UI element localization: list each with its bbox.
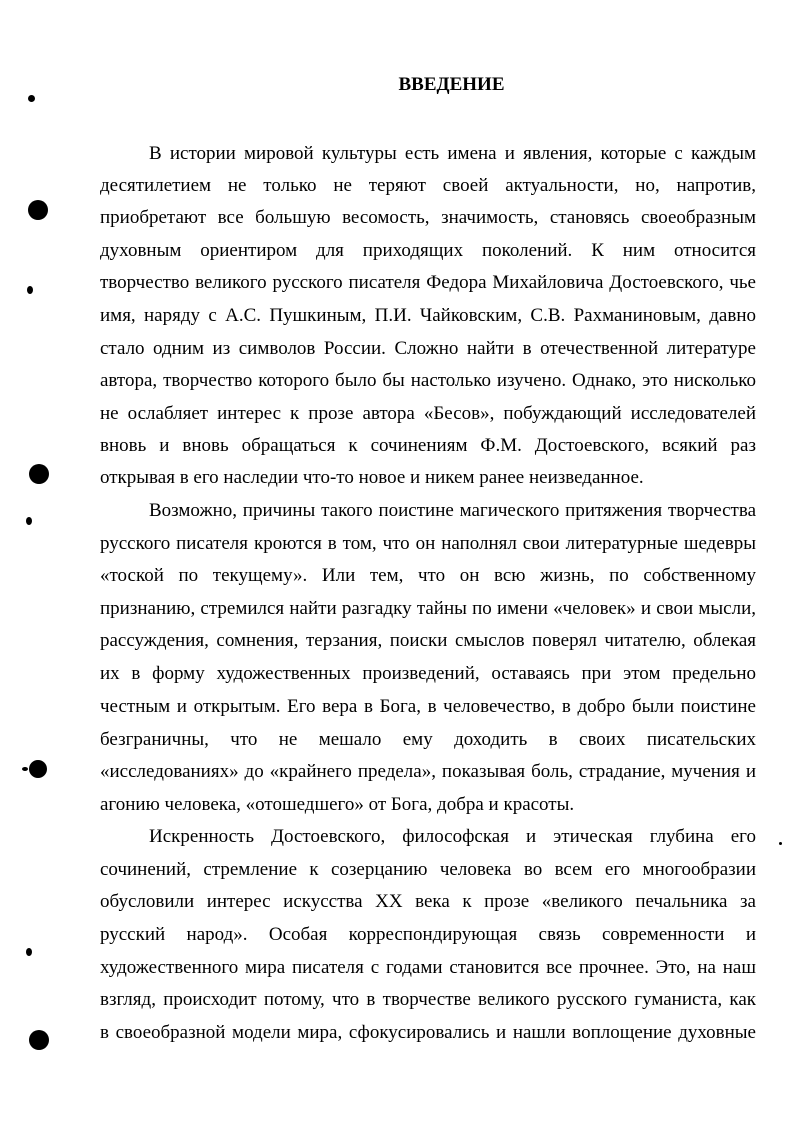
binder-hole (29, 464, 49, 484)
text-line: «тоской по текущему». Или тем, что он всю жизнь, по собственному (100, 565, 756, 586)
binder-speck (26, 517, 32, 525)
binder-speck (26, 948, 32, 956)
binder-hole (29, 1030, 49, 1050)
binder-speck (22, 767, 28, 771)
text-line: имя, наряду с А.С. Пушкиным, П.И. Чайковским, С.В. Рахманиновым, давно (100, 305, 756, 326)
text-line: сочинений, стремление к созерцанию человека во всем его многообразии (100, 859, 756, 880)
text-line: агонию человека, «отошедшего» от Бога, добра и красоты. (100, 794, 575, 815)
text-line: Возможно, причины такого поистине магического притяжения творчества (149, 500, 756, 521)
text-line: честным и открытым. Его вера в Бога, в человечество, в добро были поистине (100, 696, 756, 717)
text-line: рассуждения, сомнения, терзания, поиски смыслов поверял читателю, облекая (100, 630, 756, 651)
binder-hole (29, 760, 47, 778)
text-line: духовным ориентиром для приходящих поколений. К ним относится (100, 240, 756, 261)
text-line: обусловили интерес искусства XX века к прозе «великого печальника за (100, 891, 756, 912)
binder-speck (28, 95, 35, 102)
page-title: ВВЕДЕНИЕ (398, 74, 505, 95)
text-line: не ослабляет интерес к прозе автора «Бесов», побуждающий исследователей (100, 403, 756, 424)
text-line: художественного мира писателя с годами становится все прочнее. Это, на наш (100, 957, 756, 978)
text-line: В истории мировой культуры есть имена и явления, которые с каждым (149, 143, 756, 164)
text-line: «исследованиях» до «крайнего предела», показывая боль, страдание, мучения и (100, 761, 756, 782)
text-line: Искренность Достоевского, философская и этическая глубина его (149, 826, 756, 847)
text-line: творчество великого русского писателя Федора Михайловича Достоевского, чье (100, 272, 756, 293)
text-line: десятилетием не только не теряют своей актуальности, но, напротив, (100, 175, 756, 196)
text-line: открывая в его наследии что-то новое и никем ранее неизведанное. (100, 467, 644, 488)
text-line: русский народ». Особая корреспондирующая связь современности и (100, 924, 756, 945)
text-line: стало одним из символов России. Сложно найти в отечественной литературе (100, 338, 756, 359)
text-line: признанию, стремился найти разгадку тайны по имени «человек» и свои мысли, (100, 598, 756, 619)
binder-speck (27, 286, 33, 294)
margin-speck (779, 842, 782, 845)
text-line: безграничны, что не мешало ему доходить в своих писательских (100, 729, 756, 750)
text-line: в своеобразной модели мира, сфокусировались и нашли воплощение духовные (100, 1022, 756, 1043)
text-line: приобретают все большую весомость, значимость, становясь своеобразным (100, 207, 756, 228)
text-line: взгляд, происходит потому, что в творчестве великого русского гуманиста, как (100, 989, 756, 1010)
text-line: их в форму художественных произведений, оставаясь при этом предельно (100, 663, 756, 684)
binder-hole (28, 200, 48, 220)
text-line: автора, творчество которого было бы настолько изучено. Однако, это нисколько (100, 370, 756, 391)
text-line: русского писателя кроются в том, что он наполнял свои литературные шедевры (100, 533, 756, 554)
text-line: вновь и вновь обращаться к сочинениям Ф.М. Достоевского, всякий раз (100, 435, 756, 456)
